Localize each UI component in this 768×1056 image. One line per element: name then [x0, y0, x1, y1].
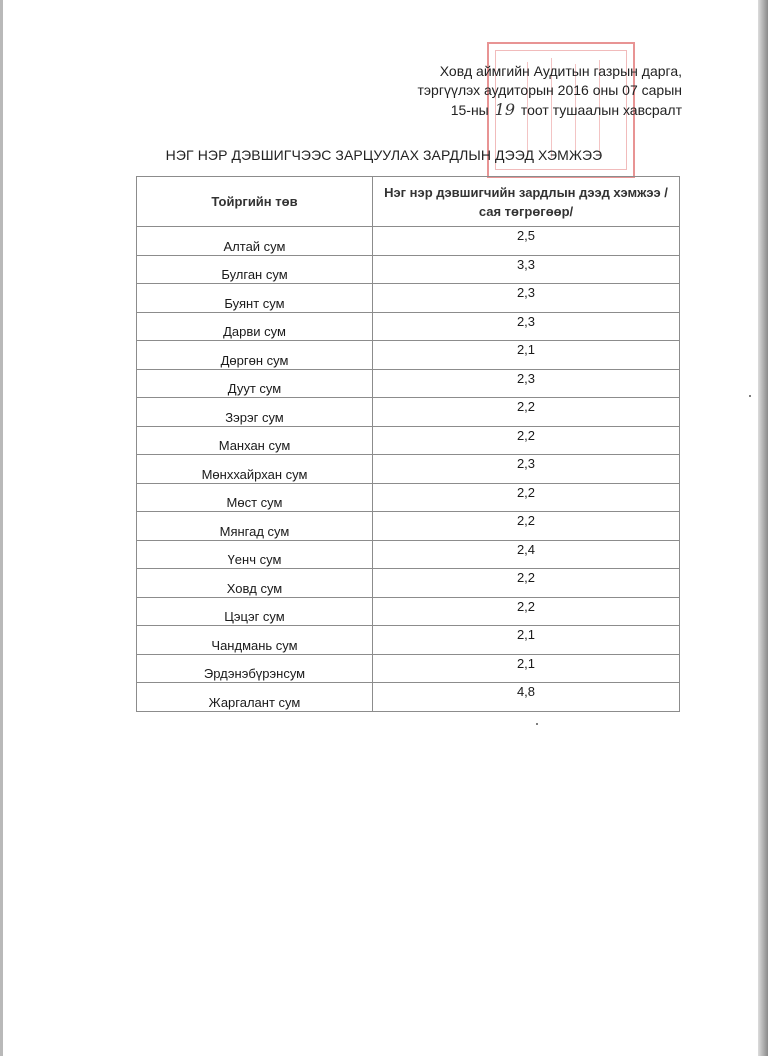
- district-name-cell: Манхан сум: [137, 426, 373, 455]
- district-name-cell: Дөргөн сум: [137, 341, 373, 370]
- scan-speck: [536, 723, 538, 725]
- header-line-3: [418, 100, 683, 120]
- handwritten-order-number: 19: [494, 100, 515, 119]
- district-name-cell: Дарви сум: [137, 312, 373, 341]
- table-row: [137, 341, 680, 370]
- table-row: [137, 597, 680, 626]
- district-name-cell: Ховд сум: [137, 569, 373, 598]
- header-date-prefix: 15-ны: [450, 102, 489, 118]
- table-row: [137, 369, 680, 398]
- spending-limit-cell: 2,1: [373, 626, 680, 655]
- spending-limit-cell: 2,2: [373, 569, 680, 598]
- spending-limit-cell: 2,2: [373, 483, 680, 512]
- district-name-cell: Дуут сум: [137, 369, 373, 398]
- district-name-cell: Зэрэг сум: [137, 398, 373, 427]
- table-row: [137, 626, 680, 655]
- spending-limit-cell: 2,1: [373, 341, 680, 370]
- spending-limit-cell: 2,3: [373, 284, 680, 313]
- spending-limit-cell: 3,3: [373, 255, 680, 284]
- table-row: [137, 284, 680, 313]
- column-header-district: Тойргийн төв: [137, 177, 373, 227]
- spending-limit-cell: 2,3: [373, 455, 680, 484]
- district-name-cell: Үенч сум: [137, 540, 373, 569]
- district-name-cell: Чандмань сум: [137, 626, 373, 655]
- table-row: [137, 569, 680, 598]
- table-row: [137, 227, 680, 256]
- spending-limit-cell: 2,2: [373, 426, 680, 455]
- district-name-cell: Цэцэг сум: [137, 597, 373, 626]
- spending-limit-cell: 2,2: [373, 597, 680, 626]
- spending-limit-cell: 4,8: [373, 683, 680, 712]
- appendix-header: [418, 62, 683, 120]
- header-line-1: Ховд аймгийн Аудитын газрын дарга,: [439, 63, 682, 79]
- header-line-2: тэргүүлэх аудиторын 2016 оны 07 сарын: [417, 82, 682, 98]
- document-title: НЭГ НЭР ДЭВШИГЧЭЭС ЗАРЦУУЛАХ ЗАРДЛЫН ДЭЭД ХЭМЖЭЭ: [165, 147, 603, 163]
- spending-limit-cell: 2,5: [373, 227, 680, 256]
- spending-limit-cell: 2,2: [373, 512, 680, 541]
- table-row: [137, 398, 680, 427]
- table-row: [137, 654, 680, 683]
- table-row: [137, 255, 680, 284]
- table-row: [137, 455, 680, 484]
- district-name-cell: Жаргалант сум: [137, 683, 373, 712]
- district-name-cell: Мөнххайрхан сум: [137, 455, 373, 484]
- spending-limit-cell: 2,3: [373, 312, 680, 341]
- table-row: [137, 512, 680, 541]
- district-name-cell: Мөст сум: [137, 483, 373, 512]
- table-header-row: [137, 177, 680, 227]
- district-name-cell: Эрдэнэбүрэнсум: [137, 654, 373, 683]
- table-row: [137, 483, 680, 512]
- spending-limit-cell: 2,3: [373, 369, 680, 398]
- district-name-cell: Мянгад сум: [137, 512, 373, 541]
- table-row: [137, 683, 680, 712]
- district-name-cell: Алтай сум: [137, 227, 373, 256]
- spending-limit-cell: 2,2: [373, 398, 680, 427]
- district-name-cell: Буянт сум: [137, 284, 373, 313]
- scan-speck: [749, 395, 751, 397]
- spending-limit-table: [136, 176, 680, 712]
- table-row: [137, 540, 680, 569]
- table-row: [137, 312, 680, 341]
- spending-limit-cell: 2,1: [373, 654, 680, 683]
- district-name-cell: Булган сум: [137, 255, 373, 284]
- header-suffix: тоот тушаалын хавсралт: [520, 102, 682, 118]
- spending-limit-cell: 2,4: [373, 540, 680, 569]
- column-header-limit: Нэг нэр дэвшигчийн зардлын дээд хэмжээ /сая төгрөгөөр/: [373, 177, 680, 227]
- table-row: [137, 426, 680, 455]
